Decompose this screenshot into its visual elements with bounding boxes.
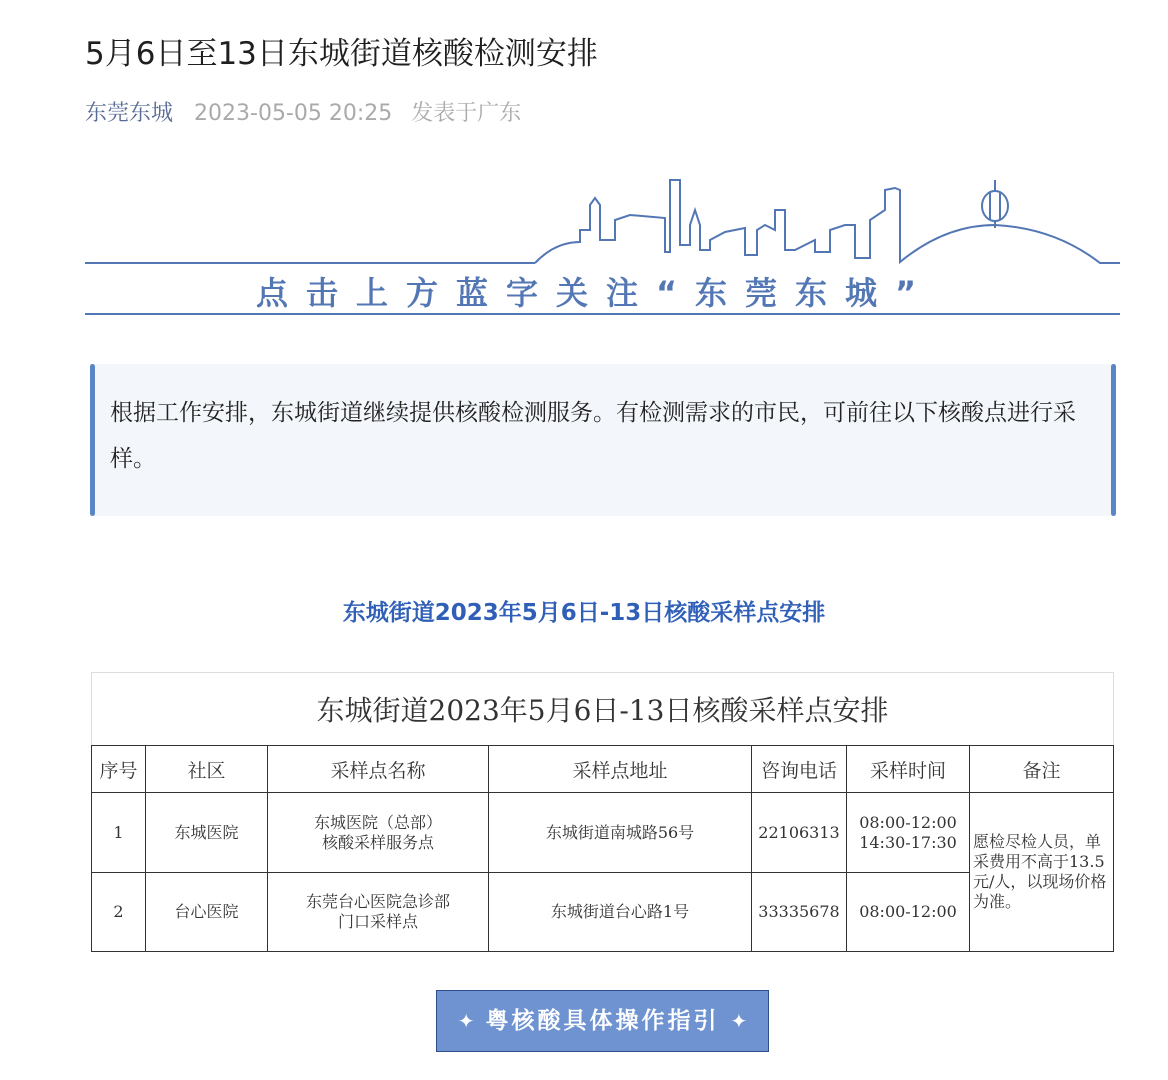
article-title: 5月6日至13日东城街道核酸检测安排 — [85, 36, 598, 72]
header-no: 序号 — [92, 746, 146, 793]
callout-right-bar — [1111, 364, 1116, 516]
row-site-name — [268, 873, 489, 952]
guide-button-label: 粤核酸具体操作指引 — [485, 1008, 720, 1034]
article-meta — [85, 96, 521, 127]
intro-callout — [90, 364, 1116, 516]
time-line: 08:00-12:00 — [859, 812, 957, 832]
header-address: 采样点地址 — [489, 746, 752, 793]
site-name-line: 核酸采样服务点 — [321, 832, 434, 852]
site-name-line: 东莞台心医院急诊部 — [305, 892, 450, 911]
header-community: 社区 — [146, 746, 268, 793]
row-no: 2 — [92, 873, 146, 952]
row-address: 东城街道台心路1号 — [489, 873, 752, 952]
site-name-line: 门口采样点 — [337, 912, 418, 931]
table-row — [92, 793, 1114, 873]
header-phone: 咨询电话 — [752, 746, 847, 793]
time-line: 14:30-17:30 — [859, 832, 957, 852]
row-remark: 愿检尽检人员，单采费用不高于13.5元/人，以现场价格为准。 — [970, 793, 1114, 952]
intro-text: 根据工作安排，东城街道继续提供核酸检测服务。有检测需求的市民，可前往以下核酸点进行采样。 — [110, 400, 1076, 472]
table-caption: 东城街道2023年5月6日-13日核酸采样点安排 — [92, 673, 1114, 746]
row-community: 东城医院 — [146, 793, 268, 873]
section-heading: 东城街道2023年5月6日-13日核酸采样点安排 — [342, 600, 826, 626]
sparkle-icon: ✦ — [457, 1009, 475, 1033]
account-name-link[interactable]: 东莞东城 — [85, 101, 174, 126]
sampling-sites-table — [91, 672, 1113, 944]
row-phone: 33335678 — [752, 873, 847, 952]
row-address: 东城街道南城路56号 — [489, 793, 752, 873]
header-site-name: 采样点名称 — [268, 746, 489, 793]
follow-banner[interactable] — [85, 170, 1120, 320]
header-remark: 备注 — [970, 746, 1114, 793]
table-header-row — [92, 746, 1114, 793]
publish-location: 发表于广东 — [411, 101, 522, 126]
guide-button[interactable] — [436, 990, 769, 1052]
publish-time: 2023-05-05 20:25 — [194, 101, 393, 126]
site-name-line: 东城医院（总部） — [313, 812, 442, 832]
banner-slogan: 点击上方蓝字关注“东莞东城” — [255, 274, 935, 312]
callout-left-bar — [90, 364, 95, 516]
table-row — [92, 873, 1114, 952]
row-community: 台心医院 — [146, 873, 268, 952]
header-time: 采样时间 — [847, 746, 970, 793]
row-no: 1 — [92, 793, 146, 873]
row-site-name — [268, 793, 489, 873]
sparkle-icon: ✦ — [730, 1009, 748, 1033]
row-phone: 22106313 — [752, 793, 847, 873]
row-time: 08:00-12:00 — [847, 873, 970, 952]
row-time — [847, 793, 970, 873]
